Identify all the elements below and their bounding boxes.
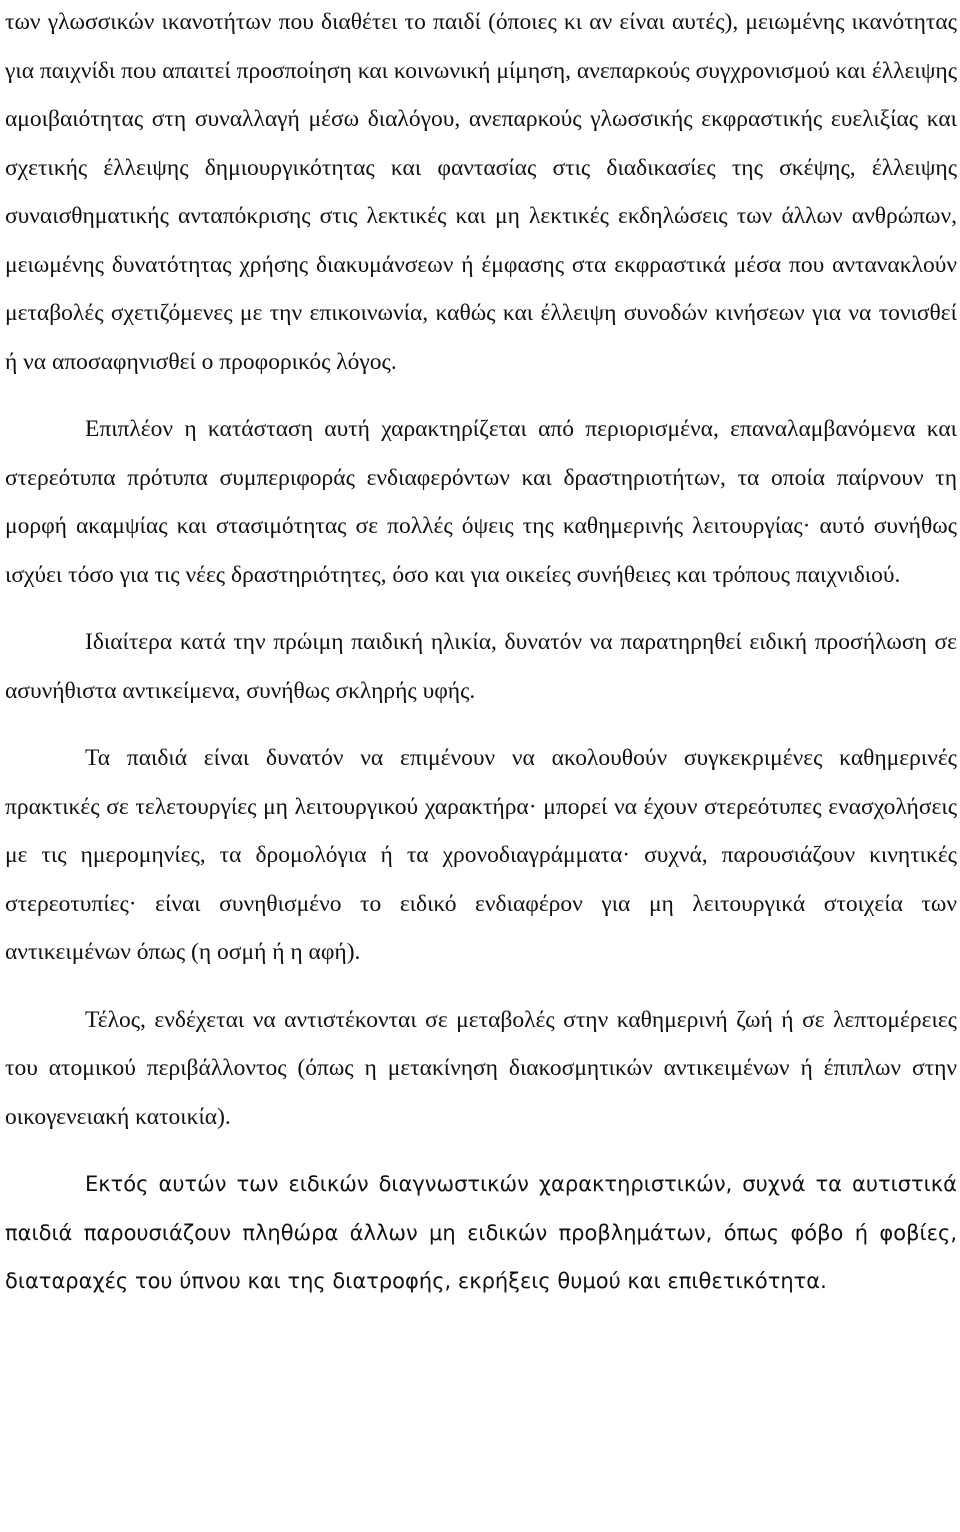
- paragraph-restricted-behaviors: Επιπλέον η κατάσταση αυτή χαρακτηρίζεται από περιορισμένα, επαναλαμβανόμενα και στερεότυπα πρότυπα συμπεριφοράς ενδιαφερόντων και δραστηριοτήτων, τα οποία παίρνουν τη μορφή ακαμψίας και στασιμότητας σε πολλές όψεις της καθημερινής λειτουργίας· αυτό συνήθως ισχύει τόσο για τις νέες δραστηριότητες, όσο και για οικείες συνήθειες και τρόπους παιχνιδιού.: [5, 416, 957, 588]
- paragraph-continued: των γλωσσικών ικανοτήτων που διαθέτει το παιδί (όποιες κι αν είναι αυτές), μειωμένης ικανότητας για παιχνίδι που απαιτεί προσποίηση και κοινωνική μίμηση, ανεπαρκούς συγχρονισμού και έλλειψης αμοιβαιότητας στη συναλλαγή μέσω διαλόγου, ανεπαρκούς γλωσσικής εκφραστικής ευελιξίας και σχετικής έλλειψης δημιουργικότητας και φαντασίας στις διαδικασίες της σκέψης, έλλειψης συναισθηματικής ανταπόκρισης στις λεκτικές και μη λεκτικές εκδηλώσεις των άλλων ανθρώπων, μειωμένης δυνατότητας χρήσης διακυμάνσεων ή έμφασης στα εκφραστικά μέσα που αντανακλούν μεταβολές σχετιζόμενες με την επικοινωνία, καθώς και έλλειψη συνοδών κινήσεων για να τονισθεί ή να αποσαφηνισθεί ο προφορικός λόγος.: [5, 9, 957, 375]
- paragraph-early-childhood: Ιδιαίτερα κατά την πρώιμη παιδική ηλικία, δυνατόν να παρατηρηθεί ειδική προσήλωση σε ασυνήθιστα αντικείμενα, συνήθως σκληρής υφής.: [5, 629, 957, 704]
- paragraph-routines: Τα παιδιά είναι δυνατόν να επιμένουν να ακολουθούν συγκεκριμένες καθημερινές πρακτικές σε τελετουργίες μη λειτουργικού χαρακτήρα· μπορεί να έχουν στερεότυπες ενασχολήσεις με τις ημερομηνίες, τα δρομολόγια ή τα χρονοδιαγράμματα· συχνά, παρουσιάζουν κινητικές στερεοτυπίες· είναι συνηθισμένο το ειδικό ενδιαφέρον για μη λειτουργικά στοιχεία των αντικειμένων όπως (η οσμή ή η αφή).: [5, 745, 957, 965]
- paragraph-resistance-to-change: Τέλος, ενδέχεται να αντιστέκονται σε μεταβολές στην καθημερινή ζωή ή σε λεπτομέρειες του ατομικού περιβάλλοντος (όπως η μετακίνηση διακοσμητικών αντικειμένων ή έπιπλων στην οικογενειακή κατοικία).: [5, 1006, 957, 1130]
- document-page: [5, 0, 957, 1306]
- paragraph-other-problems: Εκτός αυτών των ειδικών διαγνωστικών χαρακτηριστικών, συχνά τα αυτιστικά παιδιά παρουσιάζουν πληθώρα άλλων μη ειδικών προβλημάτων, όπως φόβο ή φοβίες, διαταραχές του ύπνου και της διατροφής, εκρήξεις θυμού και επιθετικότητα.: [5, 1172, 957, 1293]
